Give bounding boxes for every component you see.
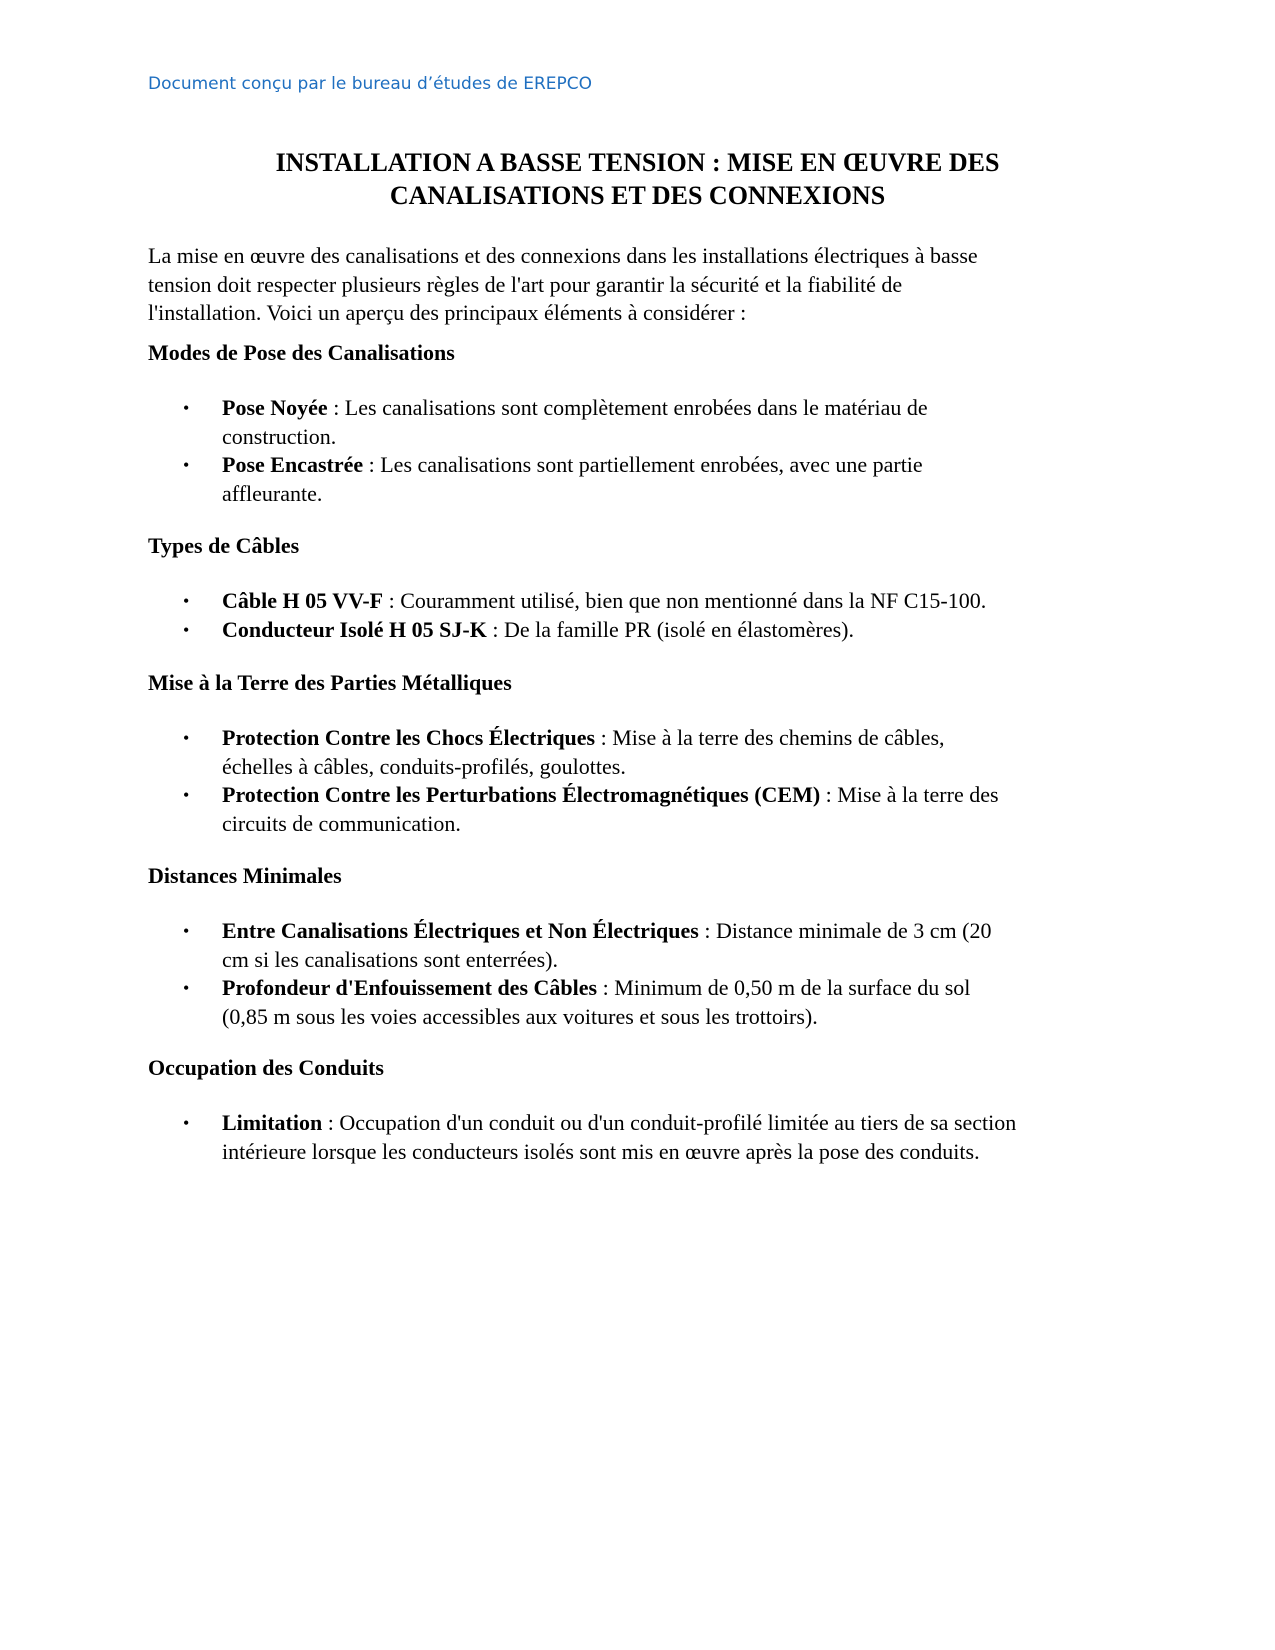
list-item [0,616,1275,645]
section-heading-distances-minimales: Distances Minimales [148,863,342,888]
list-item [0,1109,1275,1166]
list-item [0,724,1275,781]
item-term: Entre Canalisations Électriques et Non Électriques [222,918,699,943]
intro-line-2: tension doit respecter plusieurs règles de l'art pour garantir la sécurité et la fiabilité de [148,271,903,297]
item-text: : Les canalisations sont complètement enrobées dans le matériau de [327,395,928,420]
item-text: : Les canalisations sont partiellement enrobées, avec une partie [363,452,923,477]
list-item [0,451,1275,508]
item-term: Protection Contre les Perturbations Électromagnétiques (CEM) [222,782,821,807]
intro-line-1: La mise en œuvre des canalisations et des connexions dans les installations électriques à basse [148,243,978,268]
item-text: : Couramment utilisé, bien que non mentionné dans la NF C15-100. [383,588,987,613]
item-text-continuation: affleurante. [222,480,323,506]
item-text: : Distance minimale de 3 cm (20 [698,918,992,943]
bullet-icon: • [183,455,190,475]
item-term: Pose Encastrée [222,452,364,477]
bullet-icon: • [183,398,190,418]
bullet-list-occupation-des-conduits [0,1109,1275,1166]
item-text-continuation: cm si les canalisations sont enterrées). [222,946,559,972]
item-text-continuation: intérieure lorsque les conducteurs isolés sont mis en œuvre après la pose des conduits. [222,1138,980,1164]
list-item [0,974,1275,1031]
item-term: Profondeur d'Enfouissement des Câbles [222,975,598,1000]
bullet-icon: • [183,921,190,941]
bullet-icon: • [183,728,190,748]
item-term: Conducteur Isolé H 05 SJ-K [222,616,487,642]
item-term: Câble H 05 VV-F [222,588,384,613]
intro-line-3: l'installation. Voici un aperçu des principaux éléments à considérer : [148,300,747,325]
bullet-icon: • [183,1113,190,1133]
list-item [0,917,1275,974]
item-text: : Mise à la terre des chemins de câbles, [595,725,945,750]
item-text-continuation: échelles à câbles, conduits-profilés, goulottes. [222,753,626,779]
item-text: : Occupation d'un conduit ou d'un conduit-profilé limitée au tiers de sa section [322,1110,1017,1135]
bullet-list-distances-minimales [0,917,1275,1031]
document-title [150,146,1125,212]
bullet-icon: • [183,978,190,998]
list-item [0,394,1275,451]
bullet-icon: • [183,591,190,611]
section-heading-modes-de-pose: Modes de Pose des Canalisations [148,340,455,365]
item-term: Limitation [222,1110,323,1135]
bullet-list-modes-de-pose [0,394,1275,508]
section-heading-mise-a-la-terre: Mise à la Terre des Parties Métalliques [148,670,512,695]
item-term: Pose Noyée [222,395,328,420]
item-text-continuation: circuits de communication. [222,810,461,836]
bullet-icon: • [183,785,190,805]
title-line-2: CANALISATIONS ET DES CONNEXIONS [389,181,886,210]
section-heading-occupation-des-conduits: Occupation des Conduits [148,1055,384,1080]
section-heading-types-de-cables: Types de Câbles [148,533,300,558]
item-term: Protection Contre les Chocs Électriques [222,725,596,750]
list-item [0,587,1275,616]
intro-paragraph [148,242,1138,328]
bullet-list-mise-a-la-terre [0,724,1275,838]
bullet-icon: • [183,619,190,640]
item-text: : Mise à la terre des [820,782,999,807]
item-text: : Minimum de 0,50 m de la surface du sol [597,975,971,1000]
item-text-continuation: construction. [222,423,337,449]
title-line-1: INSTALLATION A BASSE TENSION : MISE EN ŒUVRE DES [275,148,1000,177]
item-text-continuation: (0,85 m sous les voies accessibles aux voitures et sous les trottoirs). [222,1003,818,1029]
item-text: : De la famille PR (isolé en élastomères). [486,616,855,642]
document-header: Document conçu par le bureau d’études de EREPCO [148,74,593,94]
bullet-list-types-de-cables [0,587,1275,644]
list-item [0,781,1275,838]
